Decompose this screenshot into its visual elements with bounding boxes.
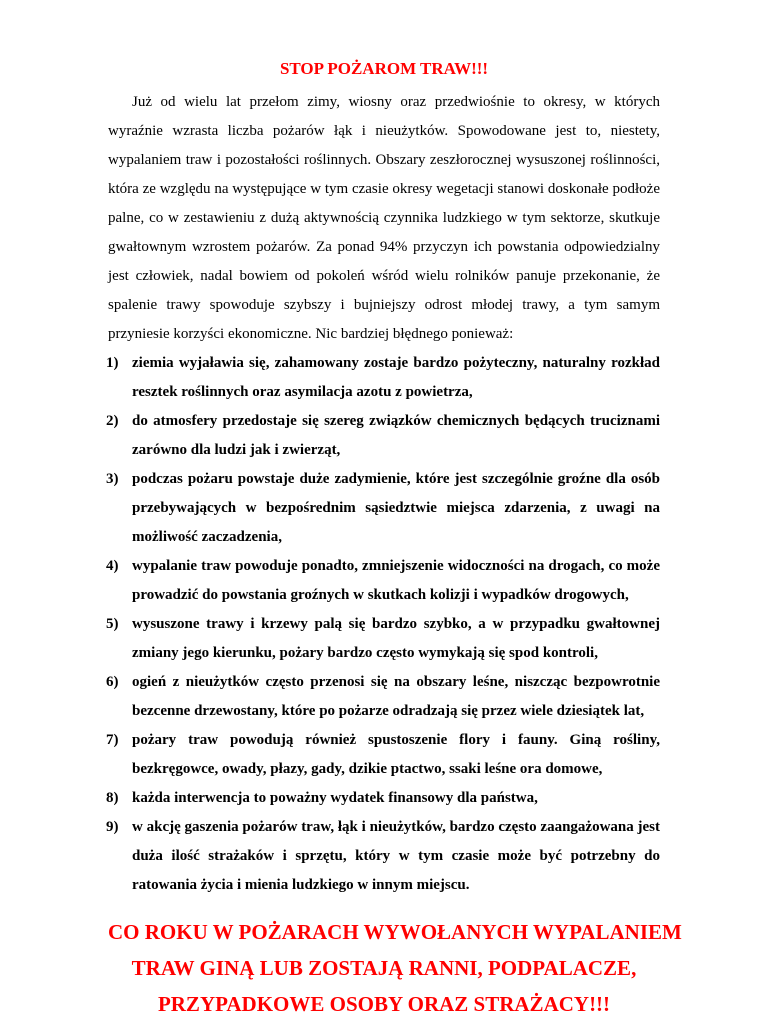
list-item-text: każda interwencja to poważny wydatek finansowy dla państwa, xyxy=(132,790,538,806)
list-item xyxy=(108,610,660,668)
list-item-number: 8) xyxy=(106,790,119,806)
intro-paragraph: Już od wielu lat przełom zimy, wiosny oraz przedwiośnie to okresy, w których wyraźnie wzrasta liczba pożarów łąk i nieużytków. Spowodowane jest to, niestety, wypalaniem traw i pozostałości roślinnych. Obszary zeszłorocznej wysuszonej roślinności, która ze względu na występujące w tym czasie okresy wegetacji stanowi doskonałe podłoże palne, co w zestawieniu z dużą aktywnością czynnika ludzkiego w tym sektorze, skutkuje gwałtownym wzrostem pożarów. Za ponad 94% przyczyn ich powstania odpowiedzialny jest człowiek, nadal bowiem od pokoleń wśród wielu rolników panuje przekonanie, że spalenie trawy spowoduje szybszy i bujniejszy odrost młodej trawy, a tym samym przyniesie korzyści ekonomiczne. Nic bardziej błędnego ponieważ: xyxy=(108,94,660,342)
list-item-text: w akcję gaszenia pożarów traw, łąk i nieużytków, bardzo często zaangażowana jest duża ilość strażaków i sprzętu, który w tym czasie może być potrzebny do ratowania życia i mienia ludzkiego w innym miejscu. xyxy=(132,819,660,893)
closing-warning-line: TRAW GINĄ LUB ZOSTAJĄ RANNI, PODPALACZE, xyxy=(131,956,637,980)
list-item-text: ziemia wyjaławia się, zahamowany zostaje bardzo pożyteczny, naturalny rozkład resztek roślinnych oraz asymilacja azotu z powietrza, xyxy=(132,355,660,400)
list-item-number: 1) xyxy=(106,355,119,371)
list-item xyxy=(108,784,660,813)
list-item-text: pożary traw powodują również spustoszenie flory i fauny. Giną rośliny, bezkręgowce, owady, płazy, gady, dzikie ptactwo, ssaki leśne ora domowe, xyxy=(132,732,660,777)
list-item xyxy=(108,407,660,465)
list-item-number: 3) xyxy=(106,471,119,487)
list-item xyxy=(108,465,660,552)
list-item xyxy=(108,552,660,610)
list-item-number: 9) xyxy=(106,819,119,835)
list-item-text: ogień z nieużytków często przenosi się na obszary leśne, niszcząc bezpowrotnie bezcenne drzewostany, które po pożarze odradzają się przez wiele dziesiątek lat, xyxy=(132,674,660,719)
list-item-text: wypalanie traw powoduje ponadto, zmniejszenie widoczności na drogach, co może prowadzić do powstania groźnych w skutkach kolizji i wypadków drogowych, xyxy=(132,558,660,603)
list-item-number: 4) xyxy=(106,558,119,574)
list-item-number: 7) xyxy=(106,732,119,748)
list-item-number: 2) xyxy=(106,413,119,429)
list-item-text: wysuszone trawy i krzewy palą się bardzo szybko, a w przypadku gwałtownej zmiany jego kierunku, pożary bardzo często wymykają się spod kontroli, xyxy=(132,616,660,661)
document-title: STOP POŻAROM TRAW!!! xyxy=(279,59,489,78)
list-item xyxy=(108,668,660,726)
list-item xyxy=(108,726,660,784)
closing-warning xyxy=(108,914,682,1022)
list-item-number: 6) xyxy=(106,674,119,690)
consequences-list xyxy=(108,349,660,900)
list-item-text: do atmosfery przedostaje się szereg związków chemicznych będących truciznami zarówno dla ludzi jak i zwierząt, xyxy=(132,413,660,458)
list-item-text: podczas pożaru powstaje duże zadymienie, które jest szczególnie groźne dla osób przebywających w bezpośrednim sąsiedztwie miejsca zdarzenia, z uwagi na możliwość zaczadzenia, xyxy=(132,471,660,545)
closing-warning-line: PRZYPADKOWE OSOBY ORAZ STRAŻACY!!! xyxy=(157,992,611,1016)
list-item xyxy=(108,813,660,900)
closing-warning-line: CO ROKU W POŻARACH WYWOŁANYCH WYPALANIEM xyxy=(108,920,682,944)
list-item-number: 5) xyxy=(106,616,119,632)
list-item xyxy=(108,349,660,407)
